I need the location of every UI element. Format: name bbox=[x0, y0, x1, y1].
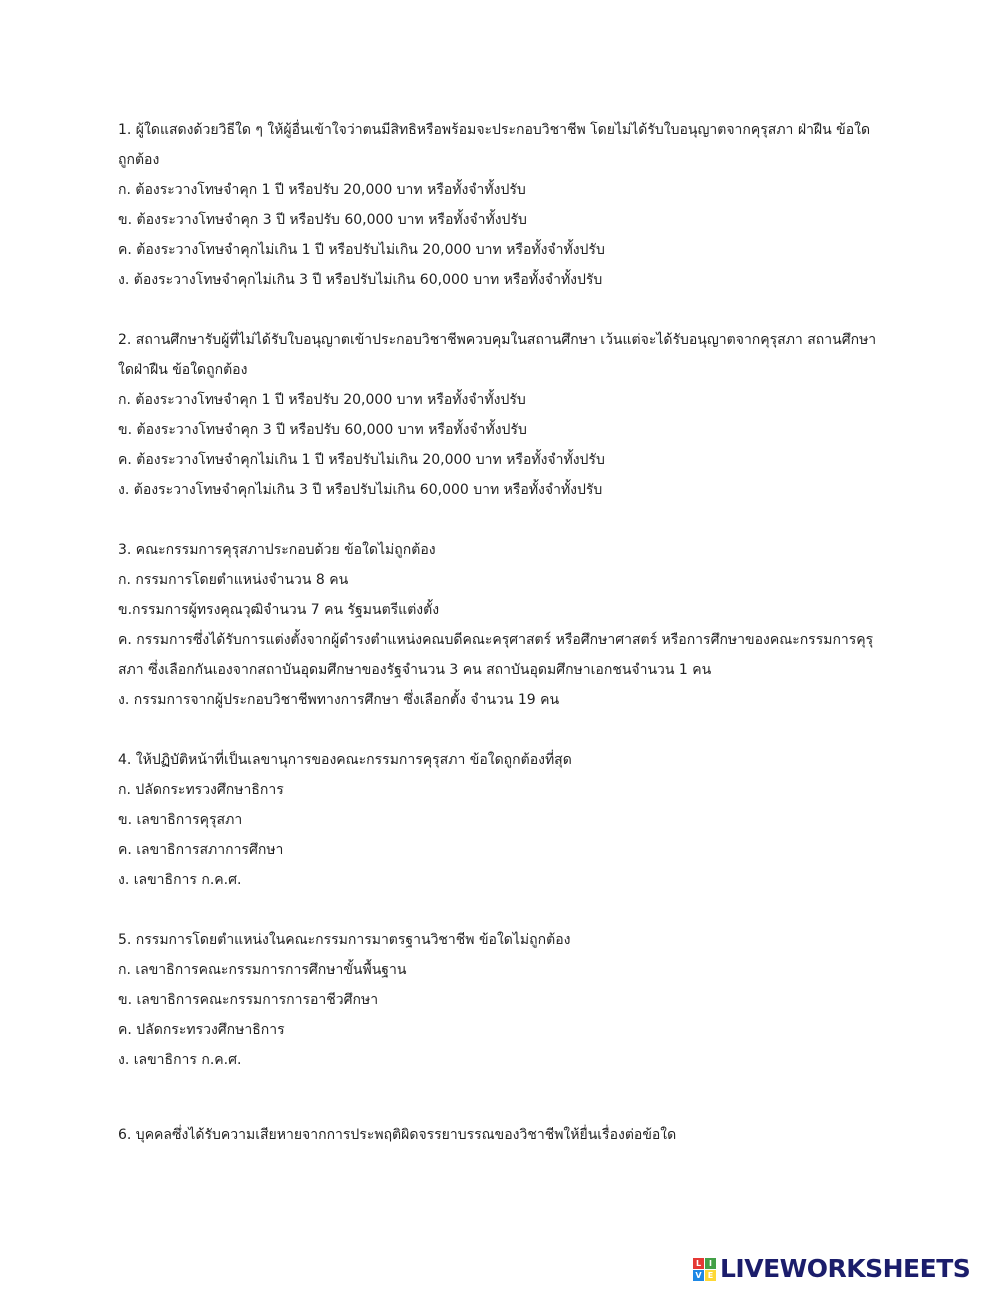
question-5-option-d: ง. เลขาธิการ ก.ค.ศ. bbox=[118, 1052, 242, 1068]
question-3-option-c-line-2: สภา ซึ่งเลือกกันเองจากสถาบันอุดมศึกษาของรัฐจำนวน 3 คน สถาบันอุดมศึกษาเอกชนจำนวน 1 คน bbox=[118, 662, 712, 678]
question-1-option-b: ข. ต้องระวางโทษจำคุก 3 ปี หรือปรับ 60,000 บาท หรือทั้งจำทั้งปรับ bbox=[118, 212, 527, 228]
question-3-option-c-line-1: ค. กรรมการซึ่งได้รับการแต่งตั้งจากผู้ดำรงตำแหน่งคณบดีคณะครุศาสตร์ หรือศึกษาศาสตร์ หรือการศึกษาของคณะกรรมการคุรุ bbox=[118, 632, 874, 648]
question-1-text-line-1: 1. ผู้ใดแสดงด้วยวิธีใด ๆ ให้ผู้อื่นเข้าใจว่าตนมีสิทธิหรือพร้อมจะประกอบวิชาชีพ โดยไม่ได้รับใบอนุญาตจากคุรุสภา ฝ่าฝืน ข้อใด bbox=[118, 122, 871, 138]
question-5-option-b: ข. เลขาธิการคณะกรรมการการอาชีวศึกษา bbox=[118, 992, 379, 1008]
question-1-text-line-2: ถูกต้อง bbox=[118, 152, 160, 168]
badge-letter-i: I bbox=[705, 1258, 716, 1269]
question-4-option-a: ก. ปลัดกระทรวงศึกษาธิการ bbox=[118, 782, 284, 798]
question-1-option-d: ง. ต้องระวางโทษจำคุกไม่เกิน 3 ปี หรือปรับไม่เกิน 60,000 บาท หรือทั้งจำทั้งปรับ bbox=[118, 272, 603, 288]
question-4-option-d: ง. เลขาธิการ ก.ค.ศ. bbox=[118, 872, 242, 888]
question-5-option-c: ค. ปลัดกระทรวงศึกษาธิการ bbox=[118, 1022, 285, 1038]
question-1-option-a: ก. ต้องระวางโทษจำคุก 1 ปี หรือปรับ 20,000 บาท หรือทั้งจำทั้งปรับ bbox=[118, 182, 526, 198]
question-1-option-c: ค. ต้องระวางโทษจำคุกไม่เกิน 1 ปี หรือปรับไม่เกิน 20,000 บาท หรือทั้งจำทั้งปรับ bbox=[118, 242, 605, 258]
question-2-text-line-2: ใดฝ่าฝืน ข้อใดถูกต้อง bbox=[118, 362, 248, 378]
question-2-option-c: ค. ต้องระวางโทษจำคุกไม่เกิน 1 ปี หรือปรับไม่เกิน 20,000 บาท หรือทั้งจำทั้งปรับ bbox=[118, 452, 605, 468]
question-2-option-d: ง. ต้องระวางโทษจำคุกไม่เกิน 3 ปี หรือปรับไม่เกิน 60,000 บาท หรือทั้งจำทั้งปรับ bbox=[118, 482, 603, 498]
question-4-option-c: ค. เลขาธิการสภาการศึกษา bbox=[118, 842, 284, 858]
live-badge-icon bbox=[693, 1258, 716, 1281]
question-2-option-b: ข. ต้องระวางโทษจำคุก 3 ปี หรือปรับ 60,000 บาท หรือทั้งจำทั้งปรับ bbox=[118, 422, 527, 438]
question-2-text-line-1: 2. สถานศึกษารับผู้ที่ไม่ได้รับใบอนุญาตเข้าประกอบวิชาชีพควบคุมในสถานศึกษา เว้นแต่จะได้รับอนุญาตจากคุรุสภา สถานศึกษา bbox=[118, 332, 877, 348]
question-4-option-b: ข. เลขาธิการคุรุสภา bbox=[118, 812, 243, 828]
question-3-option-d: ง. กรรมการจากผู้ประกอบวิชาชีพทางการศึกษา ซึ่งเลือกตั้ง จำนวน 19 คน bbox=[118, 692, 560, 708]
badge-letter-v: V bbox=[693, 1270, 704, 1281]
question-5-text: 5. กรรมการโดยตำแหน่งในคณะกรรมการมาตรฐานวิชาชีพ ข้อใดไม่ถูกต้อง bbox=[118, 932, 571, 948]
question-2-option-a: ก. ต้องระวางโทษจำคุก 1 ปี หรือปรับ 20,000 บาท หรือทั้งจำทั้งปรับ bbox=[118, 392, 526, 408]
question-6-text: 6. บุคคลซึ่งได้รับความเสียหายจากการประพฤติผิดจรรยาบรรณของวิชาชีพให้ยื่นเรื่องต่อข้อใด bbox=[118, 1127, 677, 1143]
logo-wordmark: LIVEWORKSHEETS bbox=[720, 1254, 971, 1283]
question-3-option-a: ก. กรรมการโดยตำแหน่งจำนวน 8 คน bbox=[118, 572, 349, 588]
question-5-option-a: ก. เลขาธิการคณะกรรมการการศึกษาขั้นพื้นฐาน bbox=[118, 962, 407, 978]
question-4-text: 4. ให้ปฏิบัติหน้าที่เป็นเลขานุการของคณะกรรมการคุรุสภา ข้อใดถูกต้องที่สุด bbox=[118, 752, 572, 768]
badge-letter-e: E bbox=[705, 1270, 716, 1281]
question-3-text: 3. คณะกรรมการคุรุสภาประกอบด้วย ข้อใดไม่ถูกต้อง bbox=[118, 542, 436, 558]
liveworksheets-logo bbox=[693, 1256, 970, 1282]
badge-letter-l: L bbox=[693, 1258, 704, 1269]
question-3-option-b: ข.กรรมการผู้ทรงคุณวุฒิจำนวน 7 คน รัฐมนตรีแต่งตั้ง bbox=[118, 602, 440, 618]
